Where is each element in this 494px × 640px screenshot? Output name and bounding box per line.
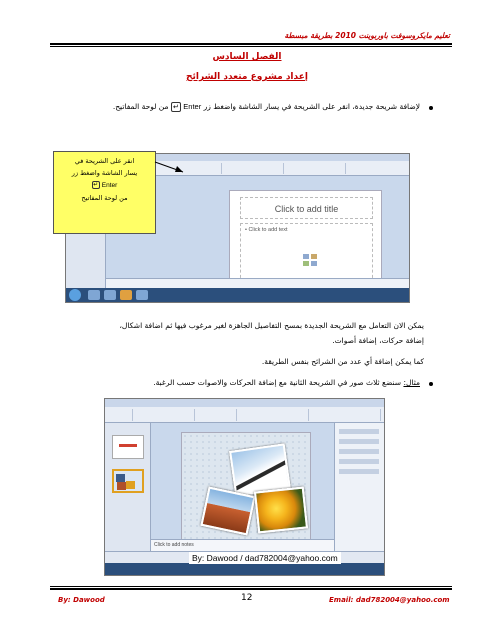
table-icon: [303, 254, 309, 259]
slide-canvas: [229, 190, 382, 290]
ribbon-tabs: [105, 399, 384, 407]
notes-pane: Click to add notes: [151, 539, 334, 551]
page-number: 12: [241, 593, 253, 603]
chart-icon: [311, 254, 317, 259]
start-button-icon: [69, 289, 81, 301]
enter-key-icon: ↵: [171, 102, 181, 112]
windows-taskbar: [105, 563, 384, 575]
ribbon-group: [197, 409, 237, 421]
ribbon: [105, 399, 384, 423]
slide-thumbnail: [112, 435, 144, 459]
chapter-title: الفصل السادس: [212, 52, 282, 62]
flower-picture: [254, 487, 308, 534]
content-placeholder: [240, 223, 373, 283]
enter-key-label: Enter: [183, 102, 202, 111]
taskbar-app-icon: [104, 290, 116, 300]
instruction-callout: [53, 151, 156, 234]
header-title: تعليم مايكروسوفت باوربوينت 2010 بطريقة مبسطة: [284, 31, 450, 40]
slide-thumbnail-pane: [105, 423, 151, 551]
taskbar-app-icon: [120, 290, 132, 300]
callout-arrow: [155, 160, 195, 180]
callout-key-line: [54, 179, 155, 192]
paragraph-more-slides: كما يمكن إضافة أي عدد من الشرائح بنفس الطريقة.: [261, 357, 424, 366]
enter-key-icon: ↵: [93, 181, 99, 188]
example-label: مثال:: [403, 378, 420, 387]
ribbon-group: [135, 409, 195, 421]
bullet: [429, 106, 433, 110]
slide-thumbnail-selected: [112, 469, 144, 493]
ribbon-group: [107, 409, 133, 421]
callout-line: من لوحة المفاتيح: [81, 194, 128, 202]
callout-line: يسار الشاشة واضغط زر: [71, 169, 138, 177]
paragraph-text: من لوحة المفاتيح.: [112, 102, 169, 111]
bullet: [429, 382, 433, 386]
paragraph-text: لإضافة شريحة جديدة، انقر على الشريحة في يسار الشاشة واضغط زر: [203, 102, 420, 111]
ribbon-group: [286, 163, 346, 174]
paragraph-new-slide-1: يمكن الان التعامل مع الشريحة الجديدة بمسح التفاصيل الجاهزة لغير مرغوب فيها ثم اضافة اشكال،: [119, 321, 424, 330]
footer-author: By: Dawood: [58, 596, 105, 604]
notes-pane: [106, 278, 409, 288]
desert-picture: [200, 486, 255, 535]
header-rule-thin: [50, 46, 452, 47]
media-icon: [311, 261, 317, 266]
text-placeholder: • Click to add text: [245, 227, 288, 233]
slide-canvas: [181, 432, 311, 550]
taskbar-app-icon: [136, 290, 148, 300]
animation-task-pane: [334, 423, 384, 551]
paragraph-example: [153, 378, 420, 387]
footer-rule-thin: [50, 586, 452, 587]
enter-key-label: Enter: [101, 182, 118, 189]
taskbar-app-icon: [88, 290, 100, 300]
paragraph-add-slide: [113, 102, 420, 112]
title-placeholder: Click to add title: [240, 197, 373, 219]
callout-line: انقر على الشريحة في: [74, 157, 135, 165]
paragraph-new-slide-2: إضافة حركات، إضافة أصوات.: [332, 336, 424, 345]
powerpoint-screenshot-three-pictures: [104, 398, 385, 576]
ribbon-group: [239, 409, 309, 421]
insert-content-icons: [303, 254, 319, 268]
windows-taskbar: [66, 288, 409, 302]
example-text: سنضع ثلاث صور في الشريحة الثانية مع إضافة الحركات والاصوات حسب الرغبة.: [153, 378, 402, 387]
footer-rule-thick: [50, 588, 452, 590]
author-caption: By: Dawood / dad782004@yahoo.com: [189, 552, 341, 564]
ribbon-group: [311, 409, 381, 421]
picture-icon: [303, 261, 309, 266]
header-rule-thick: [50, 43, 452, 45]
chapter-subtitle: إعداد مشروع متعدد الشرائح: [186, 72, 308, 82]
footer-email: Email: dad782004@yahoo.com: [329, 596, 450, 604]
ribbon-group: [224, 163, 284, 174]
